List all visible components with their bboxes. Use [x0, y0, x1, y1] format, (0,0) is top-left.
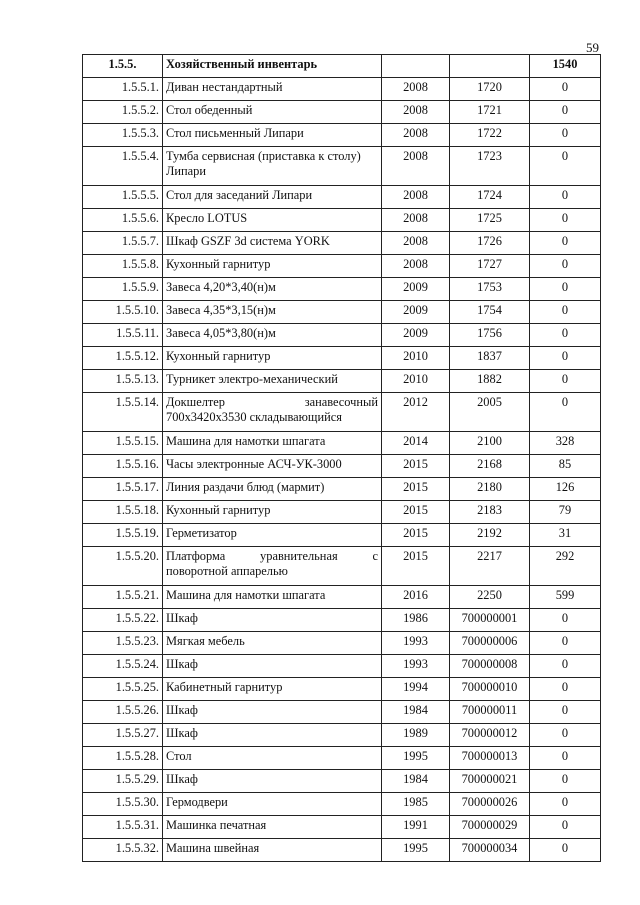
item-number: 1.5.5.16. [83, 455, 163, 478]
item-value: 0 [530, 370, 601, 393]
item-name: Кабинетный гарнитур [163, 678, 382, 701]
item-number: 1.5.5.4. [83, 147, 163, 186]
item-name: Диван нестандартный [163, 78, 382, 101]
item-year: 1984 [382, 701, 450, 724]
item-value: 0 [530, 78, 601, 101]
item-number: 1.5.5.12. [83, 347, 163, 370]
section-year-cell [382, 55, 450, 78]
item-number: 1.5.5.17. [83, 478, 163, 501]
table-row [83, 301, 601, 324]
table-row [83, 770, 601, 793]
item-name: Докшелтер занавесочный 700х3420х3530 складывающийся [163, 393, 382, 432]
item-code: 1753 [450, 278, 530, 301]
item-number: 1.5.5.24. [83, 655, 163, 678]
item-value: 0 [530, 770, 601, 793]
item-code: 1754 [450, 301, 530, 324]
item-code: 1724 [450, 186, 530, 209]
item-number: 1.5.5.9. [83, 278, 163, 301]
table-row [83, 232, 601, 255]
item-name: Шкаф [163, 655, 382, 678]
item-code: 2100 [450, 432, 530, 455]
section-total: 1540 [530, 55, 601, 78]
item-number: 1.5.5.26. [83, 701, 163, 724]
table-row [83, 816, 601, 839]
table-row [83, 747, 601, 770]
item-year: 2008 [382, 101, 450, 124]
table-row [83, 432, 601, 455]
item-year: 2010 [382, 347, 450, 370]
item-year: 1986 [382, 609, 450, 632]
table-row [83, 547, 601, 586]
item-year: 1993 [382, 655, 450, 678]
table-row [83, 501, 601, 524]
table-row [83, 78, 601, 101]
item-year: 2010 [382, 370, 450, 393]
item-name: Кухонный гарнитур [163, 501, 382, 524]
item-year: 2008 [382, 209, 450, 232]
item-value: 0 [530, 301, 601, 324]
item-year: 2008 [382, 186, 450, 209]
table-row [83, 609, 601, 632]
item-year: 2012 [382, 393, 450, 432]
item-code: 700000011 [450, 701, 530, 724]
item-value: 0 [530, 724, 601, 747]
table-row [83, 393, 601, 432]
item-name: Шкаф [163, 770, 382, 793]
item-code: 700000008 [450, 655, 530, 678]
inventory-table [82, 54, 601, 862]
item-number: 1.5.5.6. [83, 209, 163, 232]
item-value: 79 [530, 501, 601, 524]
item-code: 1726 [450, 232, 530, 255]
item-value: 31 [530, 524, 601, 547]
table-row [83, 793, 601, 816]
item-code: 700000010 [450, 678, 530, 701]
item-year: 2015 [382, 478, 450, 501]
item-code: 1727 [450, 255, 530, 278]
item-year: 2009 [382, 324, 450, 347]
item-code: 700000021 [450, 770, 530, 793]
item-code: 700000034 [450, 839, 530, 862]
item-name: Машинка печатная [163, 816, 382, 839]
item-number: 1.5.5.22. [83, 609, 163, 632]
item-code: 700000001 [450, 609, 530, 632]
item-number: 1.5.5.1. [83, 78, 163, 101]
table-row [83, 101, 601, 124]
item-value: 0 [530, 793, 601, 816]
table-row [83, 347, 601, 370]
item-code: 2183 [450, 501, 530, 524]
item-number: 1.5.5.13. [83, 370, 163, 393]
item-code: 1722 [450, 124, 530, 147]
table-row [83, 478, 601, 501]
item-name: Стол письменный Липари [163, 124, 382, 147]
item-value: 0 [530, 324, 601, 347]
item-number: 1.5.5.14. [83, 393, 163, 432]
item-name: Завеса 4,20*3,40(н)м [163, 278, 382, 301]
item-value: 0 [530, 209, 601, 232]
item-code: 1720 [450, 78, 530, 101]
item-code: 2005 [450, 393, 530, 432]
item-number: 1.5.5.7. [83, 232, 163, 255]
item-value: 0 [530, 839, 601, 862]
item-name: Часы электронные АСЧ-УК-3000 [163, 455, 382, 478]
table-row [83, 524, 601, 547]
item-value: 0 [530, 701, 601, 724]
item-code: 2180 [450, 478, 530, 501]
item-code: 1725 [450, 209, 530, 232]
item-value: 328 [530, 432, 601, 455]
item-number: 1.5.5.30. [83, 793, 163, 816]
item-code: 1723 [450, 147, 530, 186]
item-name: Шкаф [163, 701, 382, 724]
item-year: 2009 [382, 278, 450, 301]
item-code: 700000006 [450, 632, 530, 655]
item-name: Стол [163, 747, 382, 770]
item-number: 1.5.5.20. [83, 547, 163, 586]
item-number: 1.5.5.8. [83, 255, 163, 278]
table-row [83, 586, 601, 609]
item-name: Кухонный гарнитур [163, 347, 382, 370]
item-code: 700000026 [450, 793, 530, 816]
item-code: 2250 [450, 586, 530, 609]
item-value: 0 [530, 255, 601, 278]
item-number: 1.5.5.31. [83, 816, 163, 839]
item-value: 599 [530, 586, 601, 609]
item-number: 1.5.5.11. [83, 324, 163, 347]
table-row [83, 632, 601, 655]
item-code: 1837 [450, 347, 530, 370]
inventory-table-body [83, 55, 601, 862]
item-value: 0 [530, 278, 601, 301]
item-number: 1.5.5.25. [83, 678, 163, 701]
table-row [83, 147, 601, 186]
item-code: 700000012 [450, 724, 530, 747]
table-row [83, 655, 601, 678]
item-year: 1995 [382, 839, 450, 862]
item-value: 0 [530, 655, 601, 678]
item-name: Машина для намотки шпагата [163, 586, 382, 609]
item-name: Герметизатор [163, 524, 382, 547]
item-year: 2009 [382, 301, 450, 324]
item-value: 0 [530, 393, 601, 432]
item-number: 1.5.5.29. [83, 770, 163, 793]
item-name: Тумба сервисная (приставка к столу) Липари [163, 147, 382, 186]
item-number: 1.5.5.32. [83, 839, 163, 862]
item-year: 1993 [382, 632, 450, 655]
page-number: 59 [586, 40, 599, 55]
item-value: 0 [530, 678, 601, 701]
item-year: 2008 [382, 124, 450, 147]
table-row [83, 455, 601, 478]
item-code: 700000013 [450, 747, 530, 770]
item-year: 1991 [382, 816, 450, 839]
item-number: 1.5.5.18. [83, 501, 163, 524]
item-name: Кухонный гарнитур [163, 255, 382, 278]
table-row [83, 324, 601, 347]
item-value: 292 [530, 547, 601, 586]
item-name: Кресло LOTUS [163, 209, 382, 232]
item-value: 0 [530, 816, 601, 839]
table-row [83, 278, 601, 301]
item-name: Машина швейная [163, 839, 382, 862]
item-year: 2008 [382, 255, 450, 278]
item-number: 1.5.5.27. [83, 724, 163, 747]
section-title: Хозяйственный инвентарь [163, 55, 382, 78]
item-number: 1.5.5.28. [83, 747, 163, 770]
item-number: 1.5.5.10. [83, 301, 163, 324]
item-number: 1.5.5.15. [83, 432, 163, 455]
table-row [83, 255, 601, 278]
item-value: 0 [530, 347, 601, 370]
section-code-cell [450, 55, 530, 78]
item-code: 1882 [450, 370, 530, 393]
item-number: 1.5.5.5. [83, 186, 163, 209]
item-year: 2008 [382, 78, 450, 101]
table-row [83, 678, 601, 701]
item-name: Завеса 4,05*3,80(н)м [163, 324, 382, 347]
table-row [83, 839, 601, 862]
table-row [83, 186, 601, 209]
item-year: 1994 [382, 678, 450, 701]
item-number: 1.5.5.19. [83, 524, 163, 547]
item-value: 0 [530, 186, 601, 209]
item-number: 1.5.5.2. [83, 101, 163, 124]
item-year: 2015 [382, 524, 450, 547]
item-name: Шкаф [163, 609, 382, 632]
item-code: 700000029 [450, 816, 530, 839]
item-year: 1989 [382, 724, 450, 747]
item-year: 2015 [382, 501, 450, 524]
item-year: 2016 [382, 586, 450, 609]
item-value: 0 [530, 232, 601, 255]
item-name: Турникет электро-механический [163, 370, 382, 393]
item-name: Машина для намотки шпагата [163, 432, 382, 455]
item-code: 2192 [450, 524, 530, 547]
item-year: 1984 [382, 770, 450, 793]
item-name: Шкаф [163, 724, 382, 747]
item-value: 0 [530, 609, 601, 632]
item-name: Гермодвери [163, 793, 382, 816]
item-value: 126 [530, 478, 601, 501]
item-name: Линия раздачи блюд (мармит) [163, 478, 382, 501]
item-code: 1756 [450, 324, 530, 347]
item-year: 2015 [382, 547, 450, 586]
item-code: 2168 [450, 455, 530, 478]
table-row [83, 124, 601, 147]
item-value: 0 [530, 747, 601, 770]
item-name: Стол обеденный [163, 101, 382, 124]
item-year: 2008 [382, 232, 450, 255]
item-year: 1985 [382, 793, 450, 816]
table-row [83, 370, 601, 393]
table-row [83, 701, 601, 724]
item-name: Завеса 4,35*3,15(н)м [163, 301, 382, 324]
item-code: 2217 [450, 547, 530, 586]
table-row [83, 209, 601, 232]
item-code: 1721 [450, 101, 530, 124]
item-value: 0 [530, 632, 601, 655]
item-name: Мягкая мебель [163, 632, 382, 655]
item-number: 1.5.5.23. [83, 632, 163, 655]
item-value: 0 [530, 124, 601, 147]
section-header-row [83, 55, 601, 78]
item-name: Шкаф GSZF 3d система YORK [163, 232, 382, 255]
table-row [83, 724, 601, 747]
item-value: 0 [530, 101, 601, 124]
item-name: Стол для заседаний Липари [163, 186, 382, 209]
item-name: Платформа уравнительная с поворотной аппарелью [163, 547, 382, 586]
item-year: 2015 [382, 455, 450, 478]
item-year: 2014 [382, 432, 450, 455]
item-value: 0 [530, 147, 601, 186]
item-year: 1995 [382, 747, 450, 770]
section-number: 1.5.5. [83, 55, 163, 78]
item-number: 1.5.5.3. [83, 124, 163, 147]
item-year: 2008 [382, 147, 450, 186]
item-value: 85 [530, 455, 601, 478]
item-number: 1.5.5.21. [83, 586, 163, 609]
